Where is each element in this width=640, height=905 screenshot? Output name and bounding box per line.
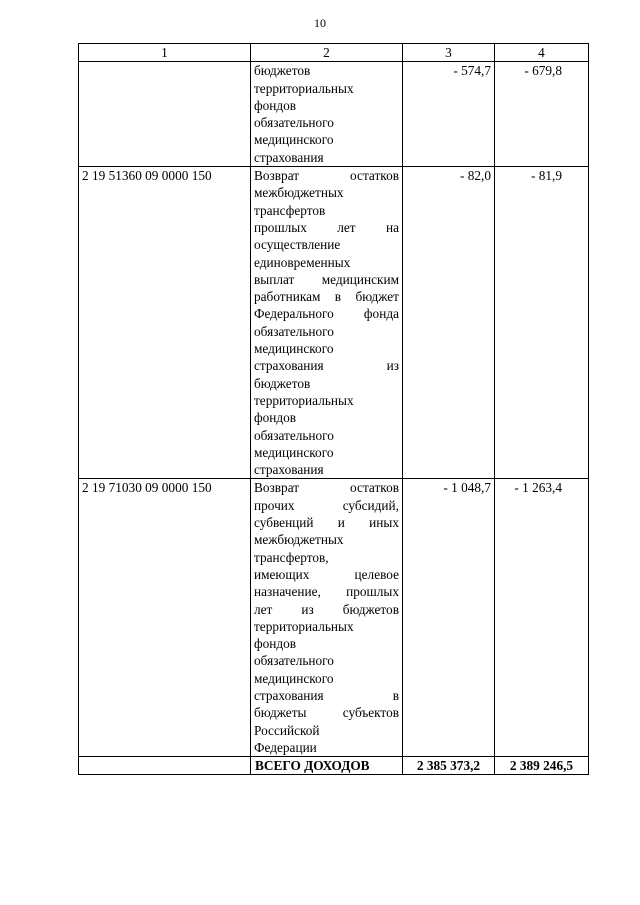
amount-col3-cell: - 1 048,7	[403, 479, 495, 757]
description-line: Федерального фонда	[254, 306, 399, 322]
column-number-4: 4	[495, 44, 589, 62]
description-line: трансфертов	[254, 202, 326, 218]
description-line: бюджетов	[254, 375, 311, 391]
column-number-header-row	[79, 44, 589, 62]
amount-col4-cell: - 81,9	[495, 167, 589, 479]
description-line: страхования	[254, 149, 324, 165]
total-col3-cell: 2 385 373,2	[403, 757, 495, 775]
description-cell	[251, 62, 403, 167]
table-row	[79, 167, 589, 479]
description-line: прочих субсидий,	[254, 497, 399, 513]
total-code-cell	[79, 757, 251, 775]
description-line: медицинского	[254, 341, 334, 357]
description-line: субвенций и иных	[254, 515, 399, 531]
total-col4-cell: 2 389 246,5	[495, 757, 589, 775]
column-number-3: 3	[403, 44, 495, 62]
description-line: территориальных	[254, 392, 354, 408]
description-cell	[251, 479, 403, 757]
description-line: Возврат остатков	[254, 480, 399, 496]
amount-col3-cell: - 574,7	[403, 62, 495, 167]
description-line: обязательного	[254, 115, 334, 131]
description-line: прошлых лет на	[254, 219, 399, 235]
description-line: работникам в бюджет	[254, 289, 399, 305]
amount-col4-cell: - 1 263,4	[495, 479, 589, 757]
column-number-2: 2	[251, 44, 403, 62]
total-row	[79, 757, 589, 775]
description-line: медицинского	[254, 444, 334, 460]
page-number: 10	[314, 16, 326, 30]
total-label: ВСЕГО ДОХОДОВ	[251, 757, 403, 775]
description-line: межбюджетных	[254, 185, 344, 201]
description-line: страхования в	[254, 687, 399, 703]
description-line: Возврат остатков	[254, 168, 399, 184]
description-line: бюджетов	[254, 63, 311, 79]
description-line: лет из бюджетов	[254, 601, 399, 617]
description-line: осуществление	[254, 237, 341, 253]
description-line: фондов	[254, 97, 297, 113]
description-line: имеющих целевое	[254, 566, 399, 582]
budget-code-cell: 2 19 71030 09 0000 150	[79, 479, 251, 757]
budget-code-cell	[79, 62, 251, 167]
description-line: обязательного	[254, 427, 334, 443]
description-line: Российской	[254, 722, 320, 738]
description-line: обязательного	[254, 323, 334, 339]
description-line: единовременных	[254, 254, 351, 270]
description-line: межбюджетных	[254, 532, 344, 548]
description-cell	[251, 167, 403, 479]
description-line: страхования	[254, 462, 324, 478]
description-line: выплат медицинским	[254, 271, 399, 287]
amount-col3-cell: - 82,0	[403, 167, 495, 479]
description-line: трансфертов,	[254, 549, 329, 565]
description-line: фондов	[254, 636, 297, 652]
table-row	[79, 62, 589, 167]
description-line: фондов	[254, 410, 297, 426]
description-line: медицинского	[254, 132, 334, 148]
amount-col4-cell: - 679,8	[495, 62, 589, 167]
column-number-1: 1	[79, 44, 251, 62]
description-line: страхования из	[254, 358, 399, 374]
budget-code-cell: 2 19 51360 09 0000 150	[79, 167, 251, 479]
description-line: обязательного	[254, 653, 334, 669]
description-line: медицинского	[254, 670, 334, 686]
description-line: территориальных	[254, 80, 354, 96]
description-line: назначение, прошлых	[254, 584, 399, 600]
table-row	[79, 479, 589, 757]
description-line: бюджеты субъектов	[254, 705, 399, 721]
description-line: территориальных	[254, 618, 354, 634]
budget-table	[78, 43, 589, 775]
description-line: Федерации	[254, 739, 317, 755]
